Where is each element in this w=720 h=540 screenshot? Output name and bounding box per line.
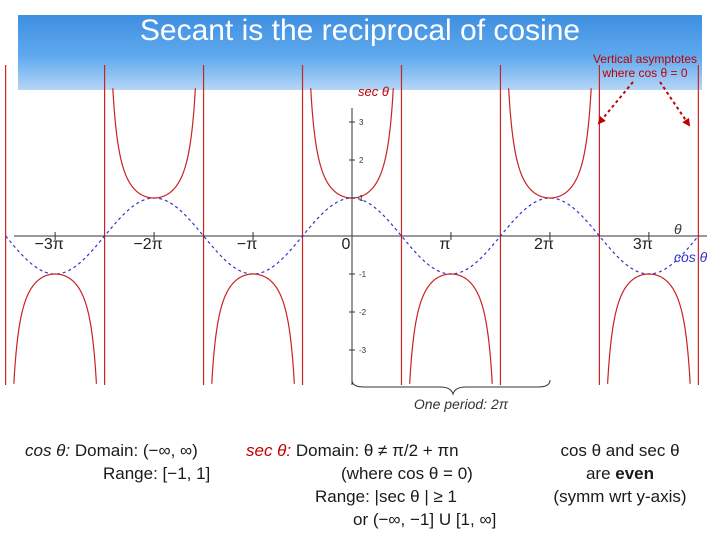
x-tick-label: −π <box>236 236 258 253</box>
x-tick-label: −3π <box>34 236 64 253</box>
x-tick-label: π <box>439 236 451 253</box>
y-tick-label: 3 <box>359 118 364 127</box>
period-brace <box>352 380 550 394</box>
asymptote-arrow-left <box>599 82 633 123</box>
cos-label: cos θ <box>674 249 708 265</box>
y-tick-label: 2 <box>359 156 364 165</box>
x-tick-label: 3π <box>632 236 653 253</box>
axes <box>14 108 707 385</box>
x-tick-label: 0 <box>341 236 351 253</box>
y-tick-label: -2 <box>359 308 367 317</box>
sec-branch <box>14 274 97 384</box>
sec-branch <box>212 274 295 384</box>
cos-range: Range: [−1, 1] <box>103 464 211 483</box>
y-tick-label: -3 <box>359 346 367 355</box>
y-tick-label: -1 <box>359 270 367 279</box>
theta-axis-label: θ <box>674 221 682 237</box>
period-label: One period: 2π <box>413 396 509 412</box>
sec-branch <box>509 88 592 198</box>
even-line3: (symm wrt y-axis) <box>553 487 687 506</box>
y-tick-label: 1 <box>359 194 364 203</box>
sec-branch <box>113 88 196 198</box>
sec-domain-note: (where cos θ = 0) <box>341 464 473 483</box>
sec-domain: Domain: θ ≠ π/2 + πn <box>295 441 459 460</box>
even-line2-bold: even <box>615 464 655 483</box>
asymptote-note: Vertical asymptotes where cos θ = 0 <box>592 52 698 80</box>
cos-info <box>25 439 210 485</box>
sec-range: Range: |sec θ | ≥ 1 <box>315 487 457 506</box>
cos-info-label: cos θ: <box>25 441 71 460</box>
sec-info-label: sec θ: <box>246 441 292 460</box>
asymptote-arrow-right <box>660 82 689 125</box>
x-tick-label: 2π <box>533 236 554 253</box>
x-tick-label: −2π <box>133 236 163 253</box>
even-line2-prefix: are <box>585 464 616 483</box>
slide-title: Secant is the reciprocal of cosine <box>139 14 581 47</box>
cos-domain: Domain: (−∞, ∞) <box>74 441 198 460</box>
sec-info <box>246 439 496 531</box>
sec-label: sec θ <box>358 84 389 99</box>
even-line1: cos θ and sec θ <box>560 441 680 460</box>
sec-branch <box>410 274 493 384</box>
sec-branch <box>608 274 691 384</box>
sec-range-alt: or (−∞, −1] U [1, ∞] <box>353 510 497 529</box>
even-info <box>530 439 710 508</box>
